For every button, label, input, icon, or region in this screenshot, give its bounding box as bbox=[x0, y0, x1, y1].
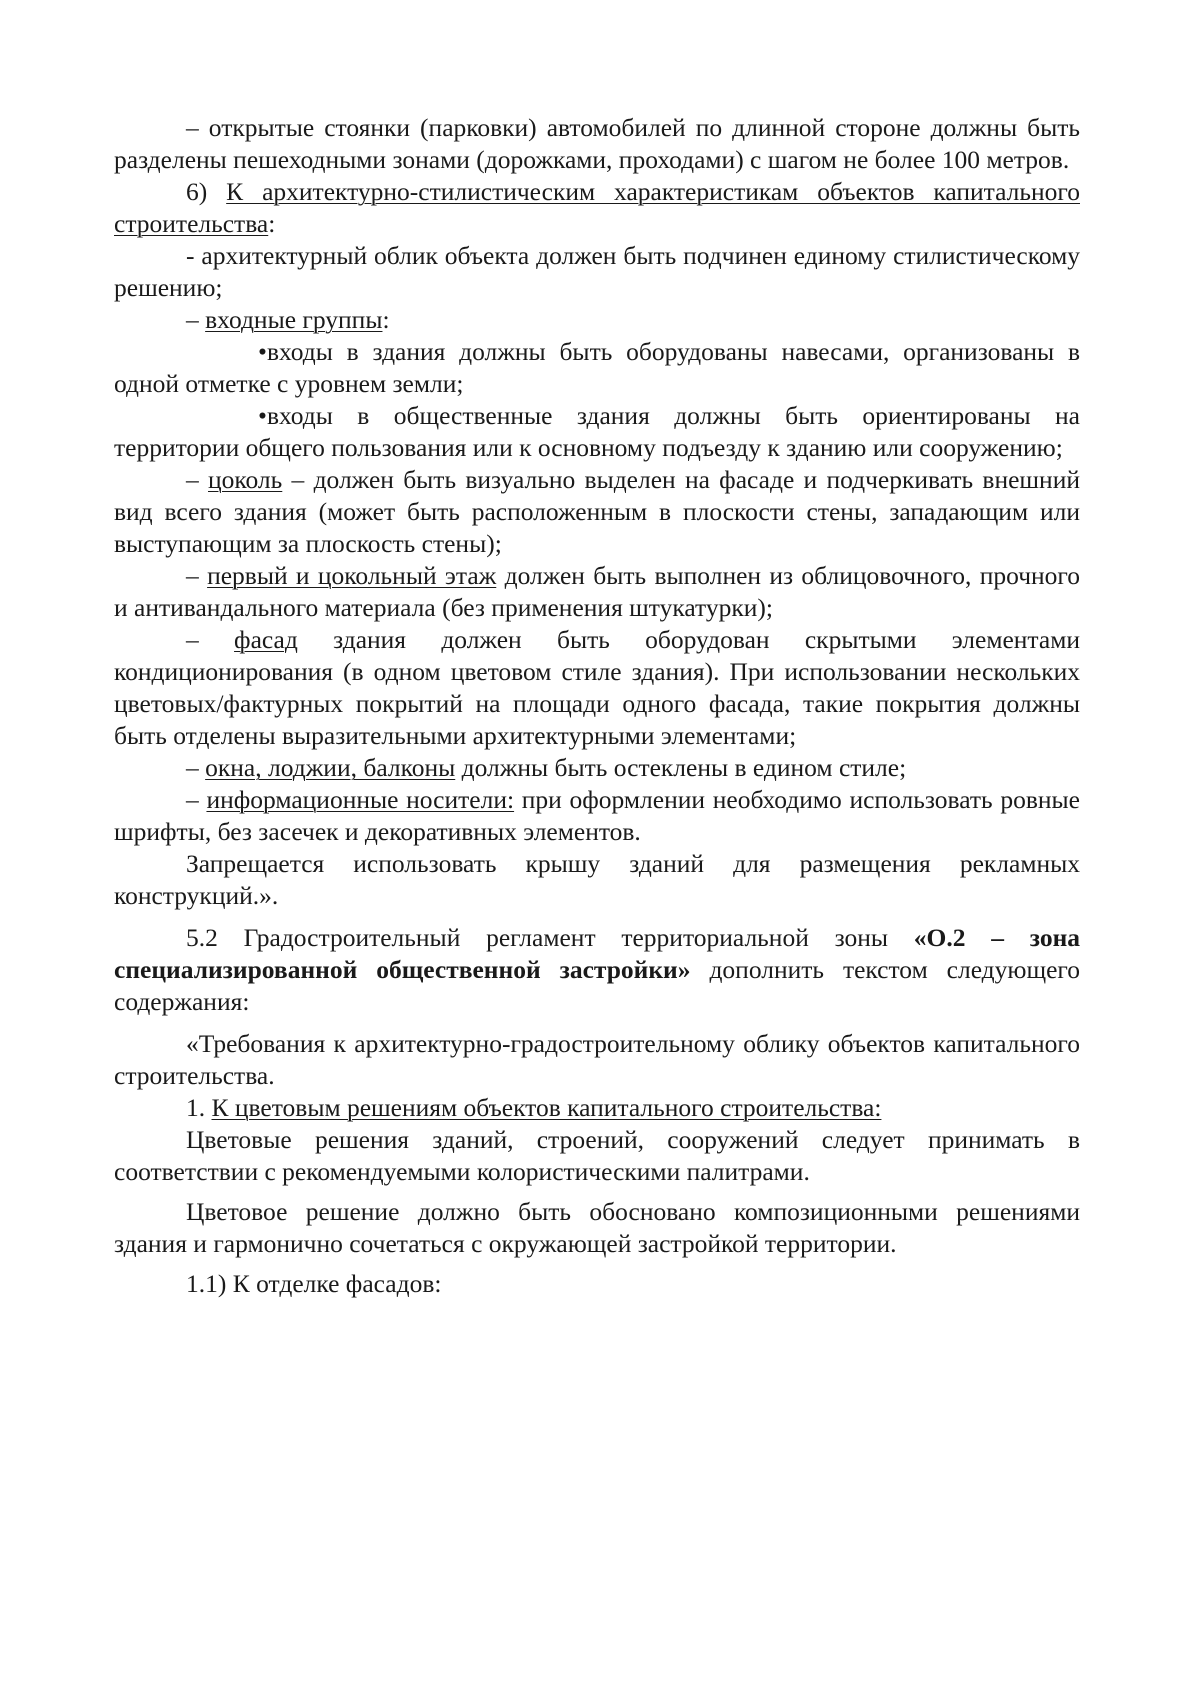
paragraph-roof-prohibition bbox=[114, 848, 1080, 912]
paragraph-text: Цветовое решение должно быть обосновано композиционными решениями здания и гармонично сочетаться с окружающей застройкой территории. bbox=[114, 1197, 1080, 1258]
punctuation: : bbox=[382, 305, 390, 334]
dash-marker: – bbox=[186, 465, 209, 494]
underlined-term: входные группы bbox=[205, 305, 383, 334]
paragraph-color-justification bbox=[114, 1196, 1080, 1260]
paragraph-text: входы в здания должны быть оборудованы навесами, организованы в одной отметке с уровнем земли; bbox=[114, 337, 1080, 398]
paragraph-requirements-title bbox=[114, 1028, 1080, 1092]
paragraph-color-palettes bbox=[114, 1124, 1080, 1188]
paragraph-info-carriers bbox=[114, 784, 1080, 848]
underlined-term: цоколь bbox=[208, 465, 283, 494]
paragraph-facade-finishing bbox=[114, 1268, 1080, 1300]
dash-marker: – bbox=[186, 305, 206, 334]
paragraph-architectural-characteristics bbox=[114, 176, 1080, 240]
paragraph-text: – открытые стоянки (парковки) автомобилей по длинной стороне должны быть разделены пешеходными зонами (дорожками, проходами) с шагом не более 100 метров. bbox=[114, 113, 1080, 174]
paragraph-text: – должен быть визуально выделен на фасаде и подчеркивать внешний вид всего здания (может быть расположенным в плоскости стены, западающим или выступающим за плоскость стены); bbox=[114, 465, 1080, 558]
paragraph-text: Запрещается использовать крышу зданий для размещения рекламных конструкций.». bbox=[114, 849, 1080, 910]
paragraph-zone-regulation bbox=[114, 922, 1080, 1018]
paragraph-text: входы в общественные здания должны быть ориентированы на территории общего пользования или к основному подъезду к зданию или сооружению; bbox=[114, 401, 1080, 462]
dash-marker: – bbox=[186, 785, 207, 814]
bullet-icon: • bbox=[258, 401, 267, 430]
paragraph-plinth bbox=[114, 464, 1080, 560]
dash-marker: – bbox=[186, 561, 208, 590]
paragraph-entrance-groups bbox=[114, 304, 1080, 336]
paragraph-color-solutions-heading bbox=[114, 1092, 1080, 1124]
underlined-term: информационные носители: bbox=[206, 785, 515, 814]
paragraph-text: 1.1) К отделке фасадов: bbox=[186, 1269, 442, 1298]
item-number: 6) bbox=[186, 177, 227, 206]
underlined-heading: К архитектурно-стилистическим характеристикам объектов капитального строительства bbox=[114, 177, 1080, 238]
document-page bbox=[114, 112, 1080, 1300]
paragraph-facade bbox=[114, 624, 1080, 752]
dash-marker: – bbox=[186, 625, 235, 654]
paragraph-ground-floor bbox=[114, 560, 1080, 624]
bullet-entrances-canopies bbox=[114, 336, 1080, 400]
paragraph-text: 5.2 Градостроительный регламент территориальной зоны bbox=[186, 923, 914, 952]
paragraph-text: Цветовые решения зданий, строений, сооружений следует принимать в соответствии с рекомендуемыми колористическими палитрами. bbox=[114, 1125, 1080, 1186]
paragraph-text: должен быть выполнен из облицовочного, прочного и антивандального материала (без применения штукатурки); bbox=[114, 561, 1081, 622]
paragraph-text: - архитектурный облик объекта должен быть подчинен единому стилистическому решению; bbox=[114, 241, 1080, 302]
underlined-heading: К цветовым решениям объектов капитального строительства: bbox=[211, 1093, 882, 1122]
paragraph-text: здания должен быть оборудован скрытыми элементами кондиционирования (в одном цветовом стиле здания). При использовании нескольких цветовых/фактурных покрытий на площади одного фасада, такие покрытия должны быть отделены выразительными архитектурными элементами; bbox=[114, 625, 1080, 750]
paragraph-windows bbox=[114, 752, 1080, 784]
paragraph-text: «Требования к архитектурно-градостроительному облику объектов капитального строительства. bbox=[114, 1029, 1080, 1090]
bold-zone-name: «О.2 – зона специализированной общественной застройки» bbox=[114, 923, 1081, 984]
dash-marker: – bbox=[186, 753, 206, 782]
punctuation: : bbox=[268, 209, 276, 238]
paragraph-parking bbox=[114, 112, 1080, 176]
paragraph-text: дополнить текстом следующего содержания: bbox=[114, 955, 1080, 1016]
underlined-term: окна, лоджии, балконы bbox=[205, 753, 456, 782]
paragraph-architectural-appearance bbox=[114, 240, 1080, 304]
bullet-public-buildings bbox=[114, 400, 1080, 464]
item-number: 1. bbox=[186, 1093, 212, 1122]
underlined-term: фасад bbox=[234, 625, 298, 654]
paragraph-text: должны быть остеклены в едином стиле; bbox=[455, 753, 907, 782]
bullet-icon: • bbox=[258, 337, 267, 366]
paragraph-text: при оформлении необходимо использовать ровные шрифты, без засечек и декоративных элементов. bbox=[114, 785, 1080, 846]
underlined-term: первый и цокольный этаж bbox=[207, 561, 497, 590]
